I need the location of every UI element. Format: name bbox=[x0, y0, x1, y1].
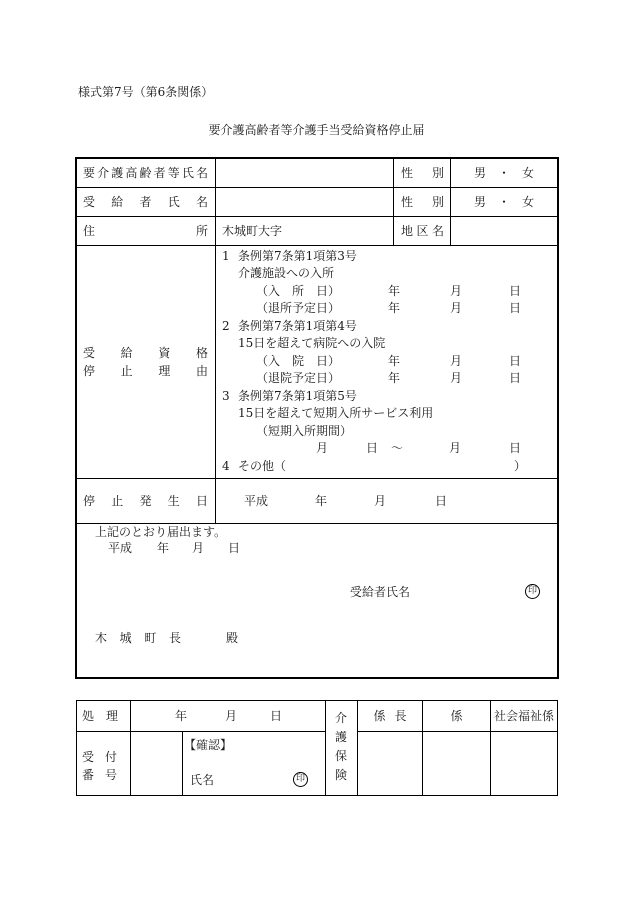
date-year: 年 bbox=[388, 371, 401, 385]
processing-date-cell bbox=[131, 701, 326, 732]
form-number: 様式第7号（第6条関係） bbox=[78, 85, 214, 99]
elderly-sex-label-cell bbox=[394, 159, 451, 188]
stop-date-label: 停止発生日 bbox=[83, 494, 208, 508]
confirmation-cell bbox=[183, 732, 326, 795]
declaration-date-day: 日 bbox=[228, 541, 241, 555]
date-day: 日 bbox=[509, 283, 522, 298]
date-year: 年 bbox=[388, 301, 401, 315]
date-month: 月 bbox=[450, 283, 463, 298]
reason-label-line: 停止理由 bbox=[83, 364, 208, 378]
reason-item-3-period-line bbox=[216, 440, 557, 457]
period-to-month: 月 bbox=[449, 441, 462, 455]
other-reason-close: ） bbox=[514, 458, 527, 473]
declaration-date-era: 平成 bbox=[108, 541, 133, 555]
date-day: 日 bbox=[509, 371, 522, 385]
processing-date-day: 日 bbox=[270, 709, 283, 723]
approver-welfare-stamp-cell bbox=[491, 732, 557, 795]
reason-item-article: 条例第7条第1項第5号 bbox=[238, 388, 357, 403]
form-title: 要介護高齢者等介護手当受給資格停止届 bbox=[208, 123, 425, 137]
stop-date-line bbox=[216, 493, 557, 510]
stop-date-day: 日 bbox=[435, 494, 448, 508]
approver-welfare-header bbox=[491, 701, 557, 732]
reason-item-article: 条例第7条第1項第3号 bbox=[238, 248, 357, 263]
declaration-date-year: 年 bbox=[157, 541, 170, 555]
other-reason-open: その他（ bbox=[238, 458, 287, 473]
elderly-sex-options: 男 ・ 女 bbox=[473, 166, 534, 180]
period-from-month: 月 bbox=[316, 441, 329, 455]
confirmation-name-label: 氏名 bbox=[190, 773, 215, 787]
reason-item-number: 2 bbox=[222, 318, 230, 333]
reason-item-article: 条例第7条第1項第4号 bbox=[238, 318, 357, 333]
elderly-name-label-cell bbox=[77, 159, 216, 188]
district-value-cell bbox=[451, 217, 557, 246]
processing-date-year: 年 bbox=[175, 709, 188, 723]
date-label: （入 院 日） bbox=[256, 353, 341, 368]
reason-item-2-description-line bbox=[216, 335, 557, 352]
recipient-name-value-cell bbox=[216, 188, 394, 217]
date-label: （退院予定日） bbox=[256, 371, 341, 385]
recipient-sex-options: 男 ・ 女 bbox=[473, 195, 534, 209]
recipient-name-label: 受給者氏名 bbox=[83, 195, 208, 209]
reason-item-1-date-line bbox=[216, 283, 557, 300]
recipient-sex-label: 性別 bbox=[401, 195, 444, 209]
recipient-sex-label-cell bbox=[394, 188, 451, 217]
period-separator: ～ bbox=[391, 441, 404, 455]
reason-item-3-period-label-line bbox=[216, 423, 557, 440]
confirmation-label: 【確認】 bbox=[184, 738, 233, 752]
elderly-sex-options-cell bbox=[451, 159, 557, 188]
date-year: 年 bbox=[388, 283, 401, 298]
date-month: 月 bbox=[450, 371, 463, 385]
stop-date-month: 月 bbox=[374, 494, 387, 508]
approver-staff-stamp-cell bbox=[423, 732, 491, 795]
date-year: 年 bbox=[388, 353, 401, 368]
reception-number-label-cell bbox=[77, 732, 131, 795]
date-label: （退所予定日） bbox=[256, 301, 341, 315]
confirmation-seal-icon: 印 bbox=[293, 772, 308, 787]
stop-date-era: 平成 bbox=[244, 494, 269, 508]
processing-table bbox=[76, 700, 558, 796]
reason-item-description: 15日を超えて短期入所サービス利用 bbox=[238, 406, 434, 420]
insurance-label-cell bbox=[326, 701, 358, 795]
date-month: 月 bbox=[450, 353, 463, 368]
reason-label-cell bbox=[77, 246, 216, 479]
reason-item-number: 3 bbox=[222, 388, 230, 403]
address-label: 住所 bbox=[83, 224, 208, 238]
seal-mark-icon: 印 bbox=[525, 584, 540, 599]
main-form-table bbox=[75, 157, 559, 679]
declaration-date-line bbox=[77, 540, 557, 557]
processing-date-month: 月 bbox=[225, 709, 238, 723]
period-from-day: 日 bbox=[366, 441, 379, 455]
elderly-sex-label: 性別 bbox=[401, 166, 444, 180]
date-month: 月 bbox=[450, 301, 463, 315]
address-value: 木城町大字 bbox=[222, 224, 283, 238]
approver-chief-label: 係長 bbox=[373, 709, 407, 723]
stop-date-year: 年 bbox=[315, 494, 328, 508]
reason-item-2-date-line bbox=[216, 353, 557, 370]
processing-date-line bbox=[131, 708, 325, 725]
district-label-cell bbox=[394, 217, 451, 246]
signer-label: 受給者氏名 bbox=[350, 585, 411, 599]
stop-date-value-cell bbox=[216, 479, 557, 524]
date-day: 日 bbox=[509, 301, 522, 315]
address-value-cell bbox=[216, 217, 394, 246]
reason-item-2-header bbox=[216, 318, 557, 335]
address-label-cell bbox=[77, 217, 216, 246]
approver-chief-header bbox=[358, 701, 423, 732]
reason-item-3-header bbox=[216, 388, 557, 405]
approver-chief-stamp-cell bbox=[358, 732, 423, 795]
period-label: （短期入所期間） bbox=[256, 423, 353, 438]
insurance-label: 介護保険 bbox=[335, 711, 348, 782]
processing-label: 処理 bbox=[82, 709, 118, 723]
approver-staff-header bbox=[423, 701, 491, 732]
declaration-cell bbox=[77, 524, 557, 677]
reason-item-1-date-line bbox=[216, 300, 557, 317]
reason-item-description: 介護施設への入所 bbox=[238, 266, 335, 280]
date-label: （入 所 日） bbox=[256, 283, 341, 298]
approver-staff-label: 係 bbox=[450, 709, 463, 723]
stop-date-label-cell bbox=[77, 479, 216, 524]
declaration-date-month: 月 bbox=[192, 541, 205, 555]
reception-number-label-line: 番号 bbox=[82, 768, 117, 782]
district-label: 地区名 bbox=[401, 224, 444, 238]
reception-number-value-cell bbox=[131, 732, 183, 795]
reason-item-2-date-line bbox=[216, 370, 557, 387]
reason-label-line: 受給資格 bbox=[83, 346, 208, 360]
period-to-day: 日 bbox=[509, 441, 522, 455]
reason-item-1-description-line bbox=[216, 265, 557, 282]
processing-label-cell bbox=[77, 701, 131, 732]
addressee-honorific: 殿 bbox=[226, 631, 239, 645]
reason-item-1-header bbox=[216, 248, 557, 265]
reception-number-label-line: 受付 bbox=[82, 750, 117, 764]
addressee: 木城町長 bbox=[95, 631, 181, 645]
recipient-name-label-cell bbox=[77, 188, 216, 217]
elderly-name-label: 要介護高齢者等氏名 bbox=[83, 166, 208, 180]
reason-item-number: 1 bbox=[222, 248, 230, 263]
reason-item-4-line bbox=[216, 458, 557, 475]
approver-welfare-label: 社会福祉係 bbox=[493, 709, 554, 723]
elderly-name-value-cell bbox=[216, 159, 394, 188]
recipient-sex-options-cell bbox=[451, 188, 557, 217]
date-day: 日 bbox=[509, 353, 522, 368]
declaration-statement: 上記のとおり届出ます。 bbox=[95, 525, 227, 539]
reason-item-number: 4 bbox=[222, 458, 230, 473]
reason-item-3-description-line bbox=[216, 405, 557, 422]
reason-content-cell bbox=[216, 246, 557, 479]
reason-item-description: 15日を超えて病院への入院 bbox=[238, 336, 386, 350]
